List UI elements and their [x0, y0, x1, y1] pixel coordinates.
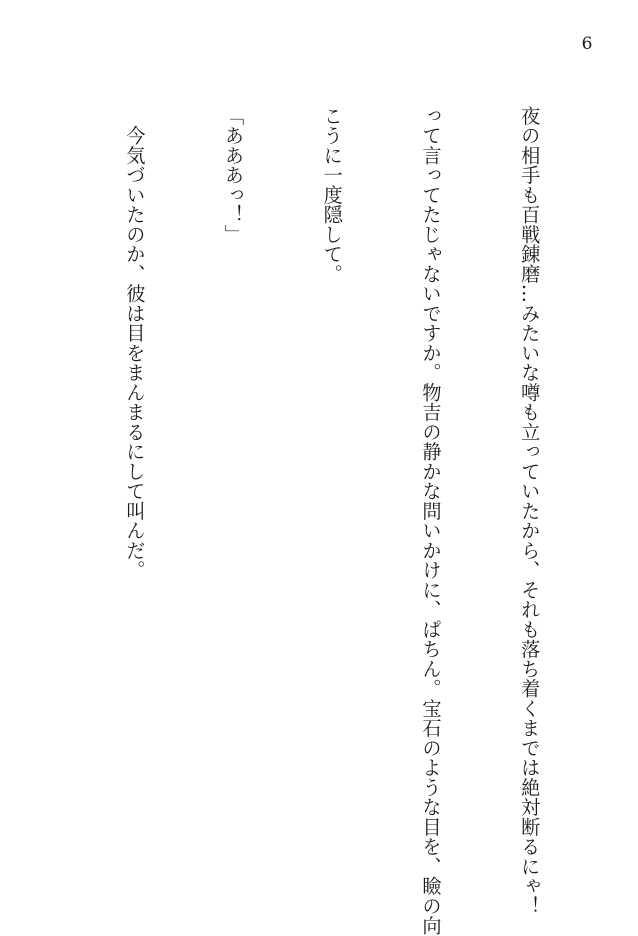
text-line: って言ってたじゃないですか。物吉の静かな問いかけに、ぱちん。宝石のような目を、瞼の向: [419, 106, 443, 936]
vertical-text-body: [123, 106, 611, 936]
page-number: 6: [581, 34, 593, 54]
text-line: 今気づいたのか、彼は目をまんまるにして叫んだ。: [123, 106, 147, 580]
text-line: こうに一度隠して。: [320, 106, 344, 284]
text-line: 「あああっ！」: [222, 106, 246, 245]
text-line: 夜の相手も百戦錬磨…みたいな噂も立っていたから、それも落ち着くまでは絶対断るにゃ！: [518, 106, 542, 916]
blank-line: [19, 106, 52, 746]
